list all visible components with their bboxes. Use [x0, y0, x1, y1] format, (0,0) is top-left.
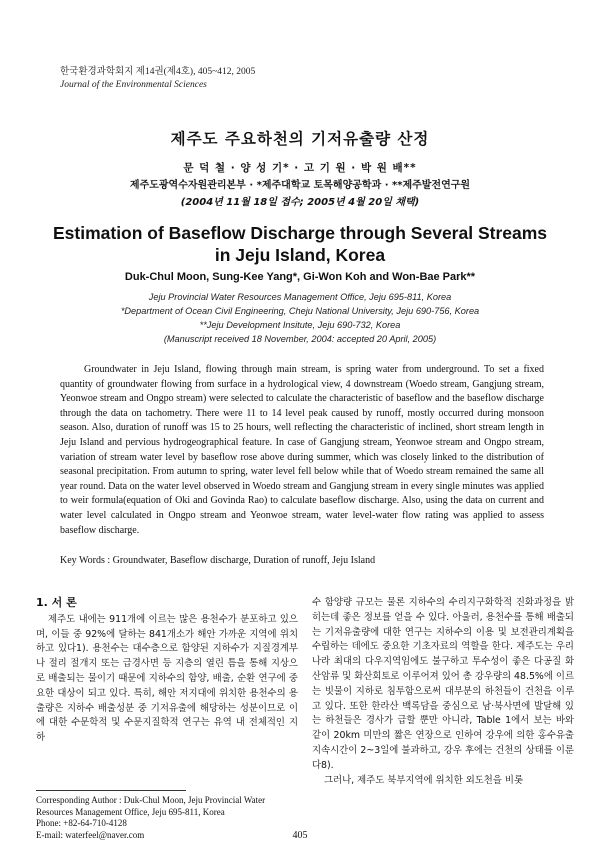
body-paragraph: 제주도 내에는 911개에 이르는 많은 용천수가 분포하고 있으며, 이들 중 92%에 달하는 841개소가 해안 가까운 지역에 위치하고 있다1). 용천수는 대수층으로 함양된 지하수가 지질경계부나 절리 절개지 또는 급경사면 등 지층의 열린 틈을 통해 지상으로 배출되는 물이기 때문에 지하수의 함양, 배출, 순환 연구에 중요한 대상이 되고 있다. 특히, 해안 저지대에 위치한 용천수의 용출량은 지하수 배출성분 중 기저유출에 해당하는 성분이므로 이에 대한 수문학적 및 수문지질학적 연구는 유역 내 전체적인 지하 [36, 613, 298, 744]
section-heading: 1. 서 론 [36, 596, 77, 609]
body-paragraph: 수 함양량 규모는 물론 지하수의 수리지구화학적 진화과정을 밝히는데 좋은 정보를 얻을 수 있다. 아울러, 용천수를 통해 배출되는 기저유출량에 대한 연구는 지하수의 이용 및 보전관리계획을 수립하는 데에도 중요한 기초자료의 역할을 한다. 제주도는 우리나라 최대의 다우지역임에도 불구하고 투수성이 좋은 다공질 화산암류 및 화산회토로 이루어져 있어 총 강우량의 48.5%에 이르는 빗물이 지하로 침투함으로써 대부분의 하천들이 건천을 이루고 있다. 또한 한라산 백록담을 중심으로 남·북사면에 발달해 있는 하천들은 경사가 급할 뿐만 아니라, Table 1에서 보는 바와 같이 20km 미만의 짧은 연장으로 인하여 강우에 의한 홍수유출 지속시간이 2~3일에 불과하고, 강우 후에는 건천의 상태를 이룬다8). [312, 597, 574, 771]
korean-dates: (2004년 11월 18일 접수; 2005년 4월 20일 채택) [180, 197, 420, 208]
page-number: 405 [292, 830, 308, 841]
journal-name: Journal of the Environmental Sciences [60, 80, 207, 90]
footnote-phone: Phone: +82-64-710-4128 [36, 818, 127, 829]
korean-title: 제주도 주요하천의 기저유출량 산정 [170, 130, 430, 148]
affiliation-1: Jeju Provincial Water Resources Management Office, Jeju 695-811, Korea [148, 292, 452, 302]
footnote-line: Corresponding Author : Duk-Chul Moon, Jeju Provincial Water [36, 795, 266, 805]
manuscript-dates: (Manuscript received 18 November, 2004: accepted 20 April, 2005) [163, 334, 437, 344]
english-title [0, 222, 600, 266]
journal-citation: 한국환경과학회지 제14권(제4호), 405~412, 2005 [60, 67, 256, 77]
footnote-email: E-mail: waterfeel@naver.com [36, 829, 145, 840]
left-column [36, 596, 298, 746]
footnote-line: Resources Management Office, Jeju 695-811, Korea [36, 806, 225, 817]
affiliation-2: *Department of Ocean Civil Engineering, Cheju National University, Jeju 690-756, Korea [120, 306, 480, 316]
korean-authors: 문 덕 철 · 양 성 기* · 고 기 원 · 박 원 배** [183, 162, 417, 174]
affiliation-3: **Jeju Development Insitute, Jeju 690-732, Korea [199, 320, 401, 330]
english-title-line1: Estimation of Baseflow Discharge through Several Streams [52, 223, 548, 243]
abstract: Groundwater in Jeju Island, flowing through main stream, is spring water from underground. To set a fixed quantity of groundwater flowing from surface in a hydrological view, 4 downstream (Woedo stream, Gangjung stream, Yeonwoe stream and Ongpo stream) were selected to calculate the characteristic of baseflow and the baseflow discharge through the data on tachometry. There were 11 to 14 level peak caused by runoff, mostly occurred during monsoon season. Also, duration of runoff was 15 to 25 hours, well reflecting the characteristic of inclined, short stream length in Jeju Island and pervious hydrogeographical feature. In case of Gangjung stream, Yeonwoe stream and Ongpo stream, variation of stream water level by baseflow rose above during summer, which was closely linked to the distribution of seasonal precipitation. From autumn to spring, water level fell below while that of Woedo stream remained the same all year round. Data on the water level observed in Woedo stream and Gangjung stream in every single minutes was applied to weir formula(equation of Oki and Govinda Rao) to calculate baseflow discharge. Also, using the data on current and water level calculated in Ongpo stream and Yeonwoe stream, water level-water flow rating was applied to assess baseflow discharge. [60, 364, 544, 536]
keywords: Key Words : Groundwater, Baseflow discharge, Duration of runoff, Jeju Island [60, 555, 376, 566]
english-title-line2: in Jeju Island, Korea [214, 245, 386, 265]
english-authors: Duk-Chul Moon, Sung-Kee Yang*, Gi-Won Koh and Won-Bae Park** [124, 271, 476, 283]
korean-affiliations: 제주도광역수자원관리본부 · *제주대학교 토목해양공학과 · **제주발전연구원 [129, 180, 471, 191]
right-column [312, 596, 574, 788]
body-paragraph: 그러나, 제주도 북부지역에 위치한 외도천을 비롯 [324, 774, 524, 786]
english-affiliations [0, 290, 600, 346]
footnote-divider [36, 790, 186, 791]
journal-header [60, 66, 255, 92]
